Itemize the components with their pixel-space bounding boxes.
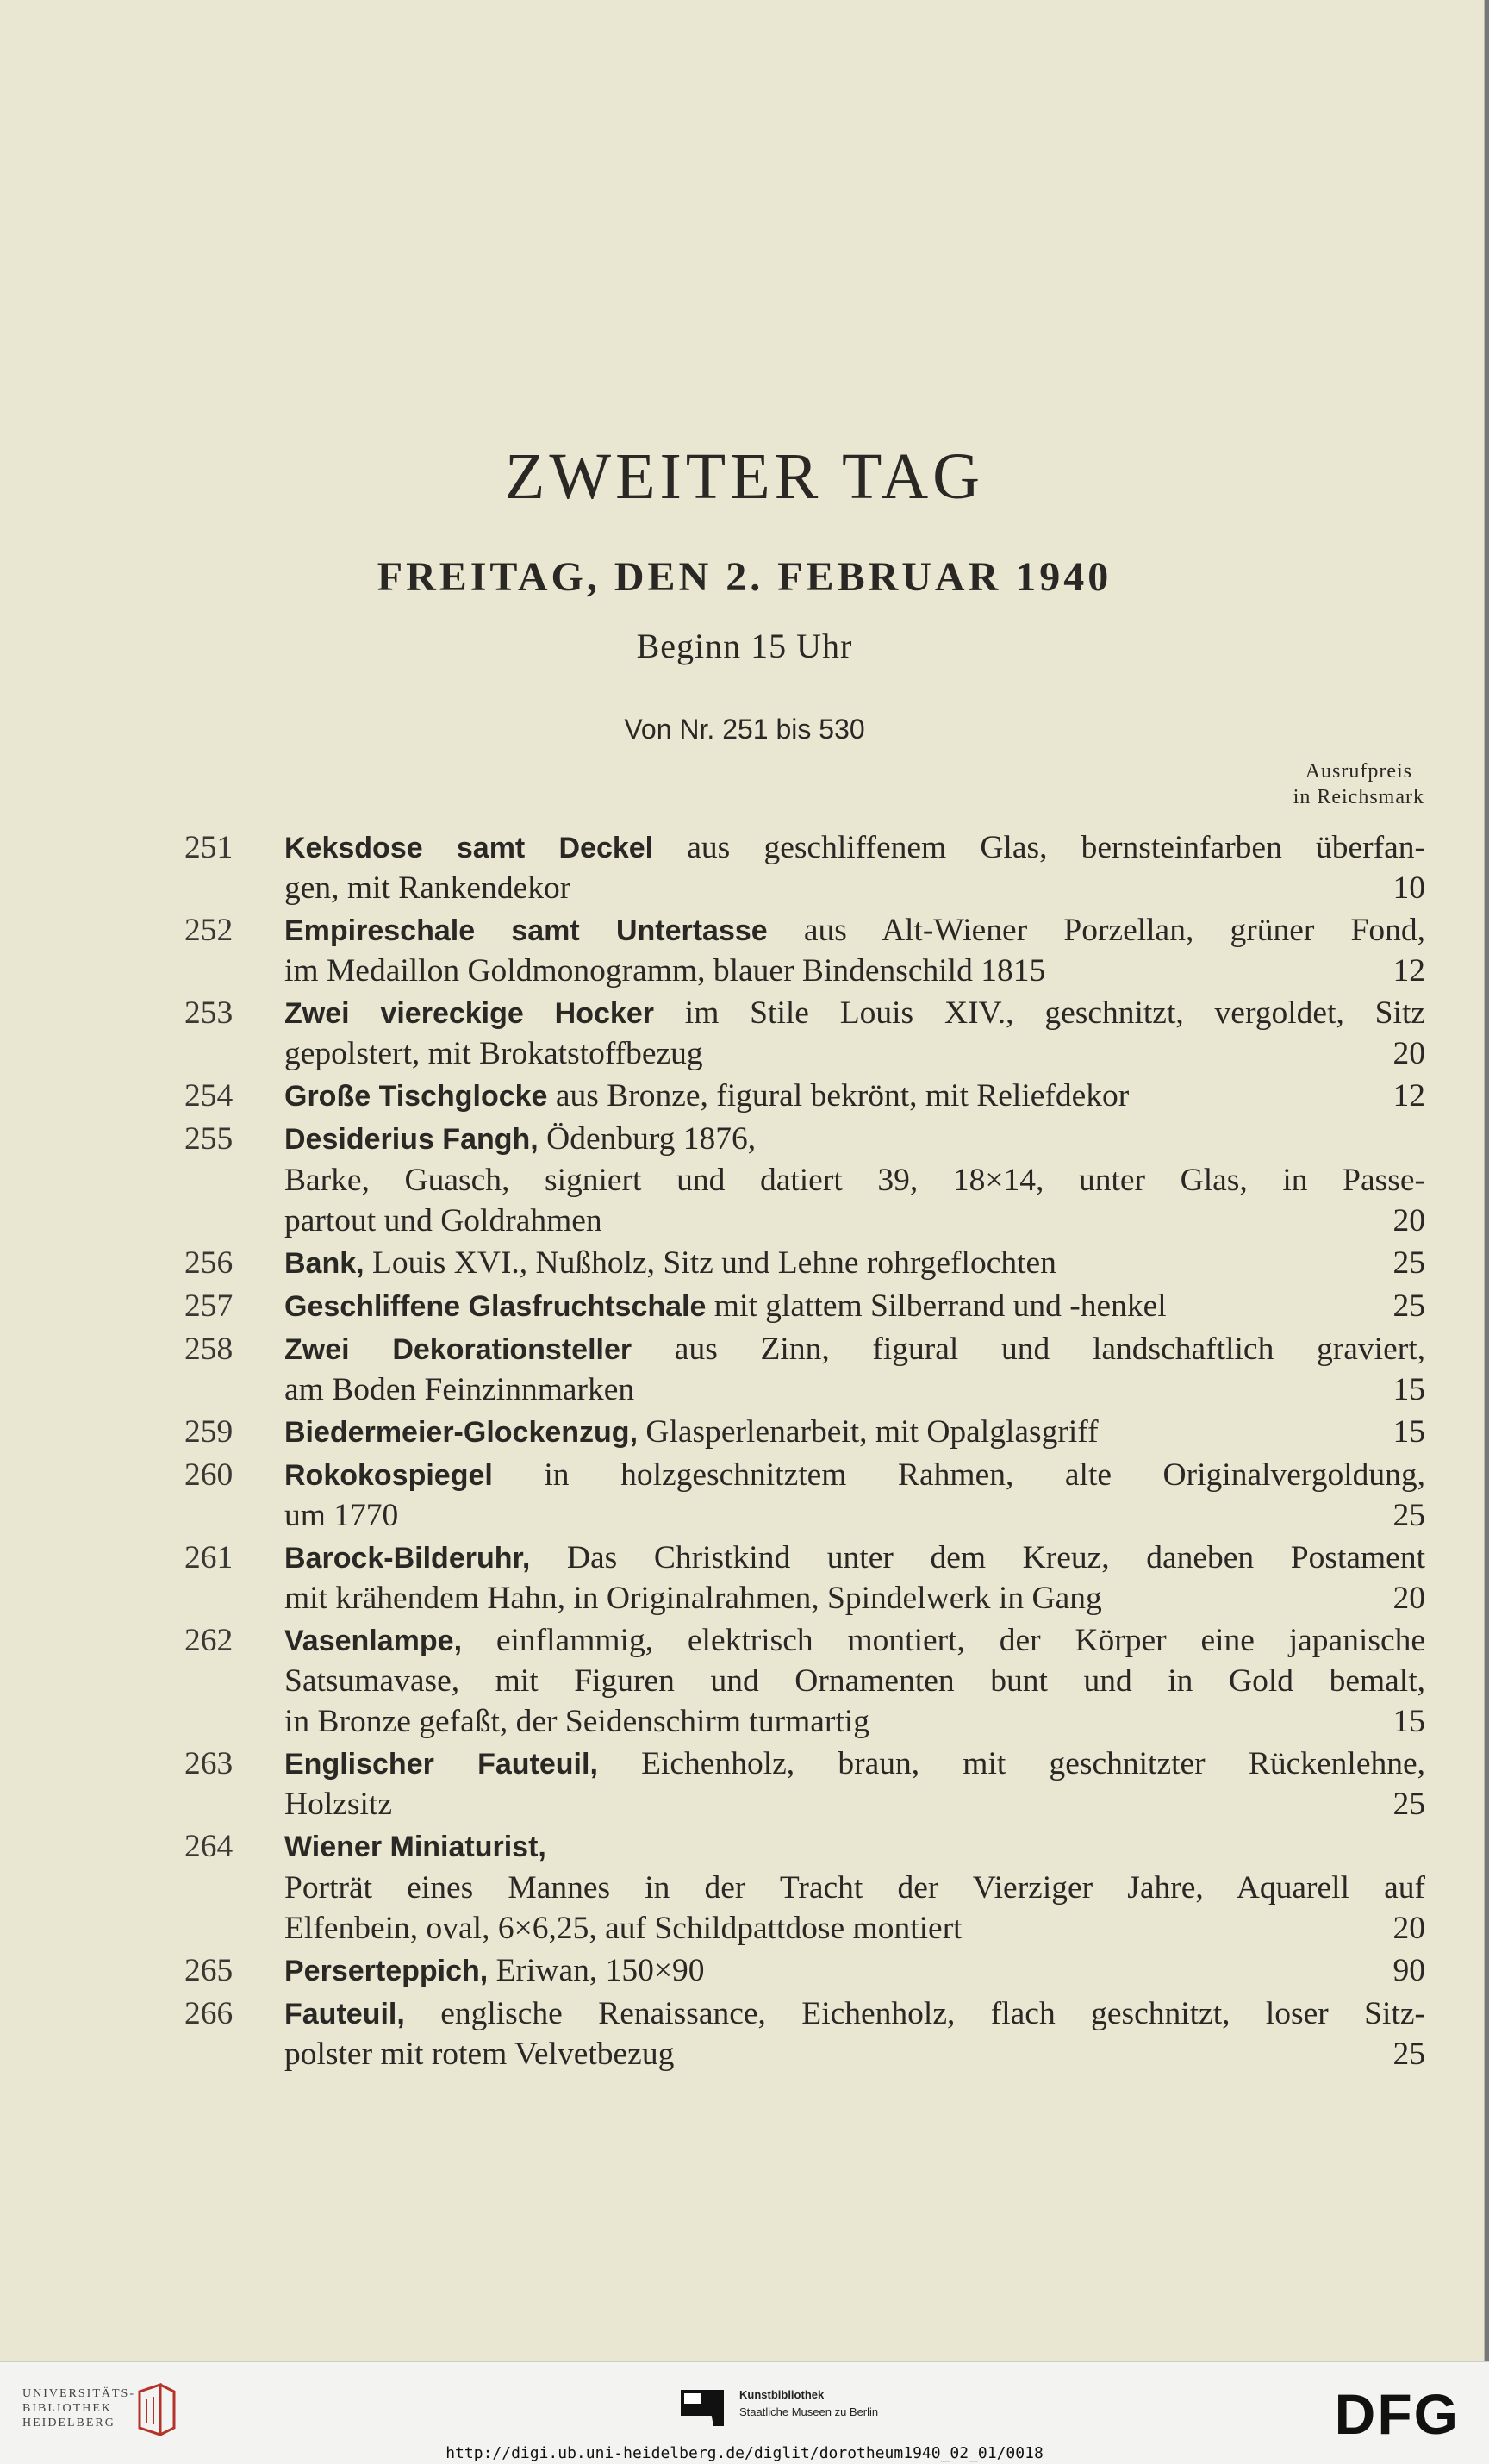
- lot-description-line: [284, 1993, 1425, 2034]
- lot-description-line: [284, 951, 1425, 991]
- lot-description-line: [284, 1243, 1425, 1284]
- lot-item-name: Große Tischglocke: [284, 1080, 548, 1113]
- lot-description-line: [284, 1119, 1425, 1160]
- lot-price: 15: [1392, 1372, 1425, 1407]
- lot-entry: [184, 1993, 1425, 2074]
- lot-description: [284, 1329, 1425, 1410]
- lot-number: 261: [184, 1540, 234, 1575]
- lot-description-line: [284, 1826, 1425, 1868]
- lot-number: 262: [184, 1623, 234, 1658]
- lot-entry: [184, 993, 1425, 1074]
- lot-text: um 1770: [284, 1498, 399, 1533]
- lot-description-line: [284, 1495, 1425, 1536]
- lot-entry: [184, 1744, 1425, 1825]
- lot-item-name: Vasenlampe,: [284, 1625, 463, 1657]
- lot-description: [284, 1744, 1425, 1825]
- lot-description: [284, 1620, 1425, 1742]
- kunstbibliothek-title: Kunstbibliothek: [739, 2388, 825, 2401]
- lot-text: Holzsitz: [284, 1787, 392, 1822]
- lot-text: im Medaillon Goldmonogramm, blauer Bindenschild 1815: [284, 953, 1046, 989]
- lot-description-line: [284, 868, 1425, 908]
- lot-price: 25: [1392, 1288, 1425, 1324]
- lot-text: Porträt eines Mannes in der Tracht der Vierziger Jahre, Aquarell auf: [284, 1870, 1425, 1906]
- page-edge-line: [1484, 0, 1485, 2361]
- kunstbibliothek-subtitle: Staatliche Museen zu Berlin: [739, 2405, 879, 2418]
- lot-number: 256: [184, 1245, 234, 1281]
- lot-description-line: [284, 1868, 1425, 1908]
- lot-number: 265: [184, 1953, 234, 1988]
- lot-description-line: [284, 1744, 1425, 1784]
- page-subtitle: FREITAG, DEN 2. FEBRUAR 1940: [377, 554, 1112, 600]
- lot-text: Das Christkind unter dem Kreuz, daneben Postament: [530, 1540, 1425, 1575]
- lot-text: aus Alt-Wiener Porzellan, grüner Fond,: [767, 913, 1425, 948]
- lot-description-line: [284, 1701, 1425, 1742]
- price-column-heading: [1293, 758, 1424, 810]
- lot-number: 259: [184, 1414, 234, 1450]
- lot-text: Eriwan, 150×90: [488, 1953, 705, 1988]
- lot-text: Ödenburg 1876,: [538, 1121, 757, 1157]
- lot-description-line: [284, 1620, 1425, 1661]
- price-heading-line-2: in Reichsmark: [1293, 786, 1424, 808]
- lot-range: Von Nr. 251 bis 530: [624, 714, 865, 745]
- lot-description-line: [284, 910, 1425, 951]
- ub-heidelberg-label: [22, 2386, 135, 2430]
- price-heading-line-1: Ausrufpreis: [1305, 760, 1412, 783]
- lot-entry: [184, 1826, 1425, 1949]
- lot-text: Louis XVI., Nußholz, Sitz und Lehne rohrgeflochten: [364, 1245, 1056, 1281]
- lot-list: [184, 827, 1425, 2076]
- lot-price: 15: [1392, 1704, 1425, 1739]
- lot-description: [284, 1826, 1425, 1949]
- lot-text: mit krähendem Hahn, in Originalrahmen, Spindelwerk in Gang: [284, 1581, 1102, 1616]
- lot-description: [284, 910, 1425, 991]
- lot-description: [284, 1119, 1425, 1241]
- lot-entry: [184, 1286, 1425, 1327]
- lot-text: partout und Goldrahmen: [284, 1203, 602, 1238]
- lot-description-line: [284, 2034, 1425, 2074]
- lot-number: 253: [184, 995, 234, 1031]
- lot-item-name: Empireschale samt Untertasse: [284, 914, 768, 947]
- lot-item-name: Zwei Dekorationsteller: [284, 1333, 632, 1366]
- lot-description-line: [284, 1455, 1425, 1495]
- start-time: Beginn 15 Uhr: [636, 627, 853, 665]
- lot-item-name: Bank,: [284, 1247, 364, 1280]
- lot-description: [284, 1243, 1425, 1284]
- lot-text: aus geschliffenem Glas, bernsteinfarben überfan-: [653, 830, 1425, 865]
- lot-description: [284, 1950, 1425, 1992]
- lot-description-line: [284, 1160, 1425, 1201]
- lot-entry: [184, 910, 1425, 991]
- lot-number: 254: [184, 1078, 234, 1113]
- lot-price: 12: [1392, 1078, 1425, 1113]
- lot-text: Barke, Guasch, signiert und datiert 39, 18×14, unter Glas, in Passe-: [284, 1163, 1425, 1198]
- lot-number: 266: [184, 1996, 234, 2031]
- permalink-url[interactable]: http://digi.ub.uni-heidelberg.de/diglit/dorotheum1940_02_01/0018: [445, 2444, 1044, 2462]
- lot-description-line: [284, 1329, 1425, 1369]
- lot-text: in holzgeschnitztem Rahmen, alte Originalvergoldung,: [492, 1457, 1425, 1493]
- lot-description: [284, 1538, 1425, 1619]
- lot-number: 255: [184, 1121, 234, 1157]
- ub-heidelberg-logo-icon[interactable]: [134, 2381, 178, 2446]
- lot-text: Satsumavase, mit Figuren und Ornamenten bunt und in Gold bemalt,: [284, 1663, 1425, 1699]
- kunstbibliothek-label: [739, 2386, 878, 2421]
- lot-number: 264: [184, 1829, 234, 1864]
- lot-number: 251: [184, 830, 234, 865]
- lot-description-line: [284, 1033, 1425, 1074]
- lot-description: [284, 827, 1425, 908]
- lot-item-name: Desiderius Fangh,: [284, 1123, 539, 1156]
- lot-text: am Boden Feinzinnmarken: [284, 1372, 635, 1407]
- lot-price: 25: [1392, 2037, 1425, 2072]
- lot-text: Elfenbein, oval, 6×6,25, auf Schildpattdose montiert: [284, 1911, 963, 1946]
- lot-description-line: [284, 1661, 1425, 1701]
- lot-text: gepolstert, mit Brokatstoffbezug: [284, 1036, 703, 1071]
- lot-description-line: [284, 1784, 1425, 1825]
- lot-price: 20: [1392, 1036, 1425, 1071]
- lot-price: 90: [1392, 1953, 1425, 1988]
- lot-item-name: Wiener Miniaturist,: [284, 1831, 546, 1863]
- lot-text: aus Bronze, figural bekrönt, mit Reliefdekor: [547, 1078, 1130, 1113]
- lot-text: gen, mit Rankendekor: [284, 870, 571, 906]
- dfg-logo[interactable]: DFG: [1334, 2382, 1460, 2446]
- lot-number: 258: [184, 1332, 234, 1367]
- ub-label-line-2: BIBLIOTHEK: [22, 2402, 112, 2415]
- kunstbibliothek-logo-icon[interactable]: [679, 2386, 727, 2434]
- lot-description-line: [284, 1950, 1425, 1992]
- lot-description: [284, 1076, 1425, 1117]
- lot-item-name: Geschliffene Glasfruchtschale: [284, 1290, 707, 1323]
- lot-item-name: Biedermeier-Glockenzug,: [284, 1416, 639, 1449]
- lot-entry: [184, 1455, 1425, 1536]
- lot-description-line: [284, 1201, 1425, 1241]
- lot-text: einflammig, elektrisch montiert, der Körper eine japanische: [462, 1623, 1425, 1658]
- lot-description-line: [284, 1369, 1425, 1410]
- lot-text: Glasperlenarbeit, mit Opalglasgriff: [638, 1414, 1099, 1450]
- lot-description-line: [284, 827, 1425, 868]
- lot-number: 257: [184, 1288, 234, 1324]
- lot-price: 20: [1392, 1203, 1425, 1238]
- lot-item-name: Barock-Bilderuhr,: [284, 1542, 531, 1575]
- lot-text: Eichenholz, braun, mit geschnitzter Rückenlehne,: [597, 1746, 1425, 1781]
- lot-item-name: Rokokospiegel: [284, 1459, 493, 1492]
- lot-description-line: [284, 1908, 1425, 1949]
- lot-entry: [184, 1076, 1425, 1117]
- lot-description-line: [284, 1538, 1425, 1578]
- lot-description: [284, 993, 1425, 1074]
- lot-item-name: Zwei viereckige Hocker: [284, 997, 654, 1030]
- lot-price: 12: [1392, 953, 1425, 989]
- lot-description: [284, 1412, 1425, 1453]
- lot-description-line: [284, 1286, 1425, 1327]
- lot-entry: [184, 1620, 1425, 1742]
- lot-price: 25: [1392, 1787, 1425, 1822]
- lot-description-line: [284, 993, 1425, 1033]
- lot-text: aus Zinn, figural und landschaftlich graviert,: [632, 1332, 1425, 1367]
- page-edge: [1485, 0, 1489, 2361]
- lot-entry: [184, 1538, 1425, 1619]
- lot-description: [284, 1455, 1425, 1536]
- lot-price: 15: [1392, 1414, 1425, 1450]
- lot-item-name: Keksdose samt Deckel: [284, 832, 654, 864]
- lot-description-line: [284, 1412, 1425, 1453]
- lot-text: in Bronze gefaßt, der Seidenschirm turmartig: [284, 1704, 869, 1739]
- lot-entry: [184, 1119, 1425, 1241]
- lot-entry: [184, 1243, 1425, 1284]
- ub-label-line-3: HEIDELBERG: [22, 2417, 115, 2430]
- lot-number: 263: [184, 1746, 234, 1781]
- lot-text: im Stile Louis XIV., geschnitzt, vergoldet, Sitz: [653, 995, 1425, 1031]
- lot-price: 25: [1392, 1245, 1425, 1281]
- page-title: ZWEITER TAG: [504, 440, 985, 513]
- lot-price: 20: [1392, 1581, 1425, 1616]
- lot-description-line: [284, 1578, 1425, 1619]
- ub-label-line-1: UNIVERSITÄTS-: [22, 2387, 135, 2400]
- lot-entry: [184, 1329, 1425, 1410]
- lot-description-line: [284, 1076, 1425, 1117]
- lot-price: 10: [1392, 870, 1425, 906]
- lot-price: 20: [1392, 1911, 1425, 1946]
- lot-item-name: Englischer Fauteuil,: [284, 1748, 598, 1781]
- lot-item-name: Fauteuil,: [284, 1998, 405, 2030]
- lot-price: 25: [1392, 1498, 1425, 1533]
- lot-text: mit glattem Silberrand und -henkel: [706, 1288, 1167, 1324]
- lot-description: [284, 1286, 1425, 1327]
- lot-entry: [184, 827, 1425, 908]
- lot-text: polster mit rotem Velvetbezug: [284, 2037, 675, 2072]
- lot-description: [284, 1993, 1425, 2074]
- lot-item-name: Perserteppich,: [284, 1955, 489, 1987]
- lot-number: 260: [184, 1457, 234, 1493]
- lot-number: 252: [184, 913, 234, 948]
- lot-text: englische Renaissance, Eichenholz, flach geschnitzt, loser Sitz-: [404, 1996, 1425, 2031]
- lot-entry: [184, 1950, 1425, 1992]
- lot-entry: [184, 1412, 1425, 1453]
